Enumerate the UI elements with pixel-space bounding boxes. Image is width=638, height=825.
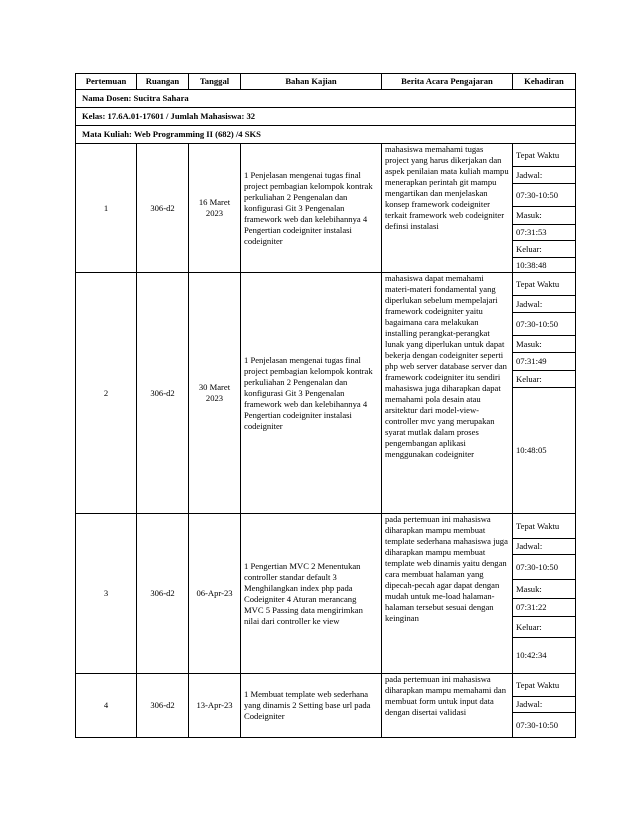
col-berita-acara: Berita Acara Pengajaran — [382, 74, 513, 90]
kehadiran-cell — [513, 144, 576, 273]
berita-text: mahasiswa dapat memahami materi-materi fondamental yang diperlukan sebelum mempelajari framework codeigniter yaitu bagaimana cara melakukan installing perangkat-perangkat lunak yang diperlukan untuk dapat bekerja dengan codeigniter seperti php web server database server dan framework codeigniter itu sendiri mahasiswa juga diharapkan dapat memahami pola desain atau arsitektur dari model-view-controller mvc yang merupakan syarat mutlak dalam proses pengembangan aplikasi menggunakan codeigniter — [385, 273, 507, 459]
jadwal-label: Jadwal: — [513, 539, 575, 555]
jadwal-label: Jadwal: — [513, 167, 575, 184]
table-row — [76, 514, 576, 674]
berita-cell — [382, 514, 513, 674]
attendance-table — [75, 73, 576, 738]
ruangan-cell: 306-d2 — [137, 514, 189, 674]
berita-text: mahasiswa memahami tugas project yang harus dikerjakan dan aspek penilaian mata kuliah mampu menerapkan perintah git mampu mengartikan dan menjelaskan konsep framework codeigniter terkait framework web codeigniter definsi instalasi — [385, 144, 509, 231]
col-bahan-kajian: Bahan Kajian — [241, 74, 382, 90]
keluar-value: 10:38:48 — [516, 259, 547, 270]
ruangan-cell: 306-d2 — [137, 674, 189, 738]
masuk-label: Masuk: — [513, 336, 575, 353]
keluar-value: 10:42:34 — [516, 650, 547, 660]
keluar-label: Keluar: — [513, 241, 575, 258]
table-row — [76, 144, 576, 273]
tanggal-cell: 30 Maret 2023 — [189, 273, 241, 514]
col-pertemuan: Pertemuan — [76, 74, 137, 90]
attendance-report — [75, 73, 575, 738]
jadwal-label: Jadwal: — [513, 697, 575, 713]
masuk-value: 07:31:49 — [513, 353, 575, 371]
bahan-cell: 1 Penjelasan mengenai tugas final project pembagian kelompok kontrak perkuliahan 2 Pengenalan dan konfigurasi Git 3 Pengenalan framework web dan kelebihannya 4 Pengertian codeigniter instalasi codeigniter — [241, 273, 382, 514]
ruangan-cell: 306-d2 — [137, 273, 189, 514]
column-header-row — [76, 74, 576, 90]
keluar-label: Keluar: — [513, 617, 575, 638]
pertemuan-cell: 1 — [76, 144, 137, 273]
tanggal-cell: 16 Maret 2023 — [189, 144, 241, 273]
table-row — [76, 273, 576, 514]
col-ruangan: Ruangan — [137, 74, 189, 90]
kehadiran-cell — [513, 514, 576, 674]
bahan-cell: 1 Penjelasan mengenai tugas final project pembagian kelompok kontrak perkuliahan 2 Pengenalan dan konfigurasi Git 3 Pengenalan framework web dan kelebihannya 4 Pengertian codeigniter instalasi codeigniter — [241, 144, 382, 273]
jadwal-value: 07:30-10:50 — [513, 313, 575, 336]
bahan-cell: 1 Membuat template web sederhana yang dinamis 2 Setting base url pada Codeigniter — [241, 674, 382, 738]
jadwal-value: 07:30-10:50 — [513, 184, 575, 207]
berita-cell — [382, 144, 513, 273]
kelas-info: Kelas: 17.6A.01-17601 / Jumlah Mahasiswa: 32 — [76, 108, 576, 126]
jadwal-label: Jadwal: — [513, 296, 575, 313]
keluar-label: Keluar: — [513, 371, 575, 388]
berita-cell — [382, 273, 513, 514]
matkul-info: Mata Kuliah: Web Programming II (682) /4 SKS — [76, 126, 576, 144]
jadwal-value: 07:30-10:50 — [516, 719, 559, 730]
berita-text: pada pertemuan ini mahasiswa diharapkan mampu memahami dan membuat form untuk input data dengan disertai validasi — [385, 674, 506, 717]
tanggal-cell: 13-Apr-23 — [189, 674, 241, 738]
col-kehadiran: Kehadiran — [513, 74, 576, 90]
col-tanggal: Tanggal — [189, 74, 241, 90]
pertemuan-cell: 4 — [76, 674, 137, 738]
status-badge: Tepat Waktu — [513, 273, 575, 296]
jadwal-value: 07:30-10:50 — [513, 555, 575, 580]
keluar-value: 10:48:05 — [516, 445, 547, 455]
pertemuan-cell: 2 — [76, 273, 137, 514]
berita-text: pada pertemuan ini mahasiswa diharapkan mampu membuat template sederhana mahasiswa juga diharapkan mampu membuat template web dinamis yaitu dengan cara membuat halaman yang dipecah-pecah agar dapat dengan mudah untuk me-load halaman-halaman tersebut sesuai dengan keinginan — [385, 514, 508, 623]
masuk-label: Masuk: — [513, 207, 575, 225]
ruangan-cell: 306-d2 — [137, 144, 189, 273]
kehadiran-cell — [513, 273, 576, 514]
table-row — [76, 674, 576, 738]
masuk-value: 07:31:22 — [513, 599, 575, 617]
kehadiran-cell — [513, 674, 576, 738]
status-badge: Tepat Waktu — [513, 674, 575, 697]
status-badge: Tepat Waktu — [513, 514, 575, 539]
masuk-label: Masuk: — [513, 580, 575, 599]
tanggal-cell: 06-Apr-23 — [189, 514, 241, 674]
berita-cell — [382, 674, 513, 738]
status-badge: Tepat Waktu — [513, 144, 575, 167]
masuk-value: 07:31:53 — [513, 225, 575, 241]
pertemuan-cell: 3 — [76, 514, 137, 674]
bahan-cell: 1 Pengertian MVC 2 Menentukan controller standar default 3 Menghilangkan index php pada Codeigniter 4 Aturan merancang MVC 5 Passing data mengirimkan nilai dari controller ke view — [241, 514, 382, 674]
dosen-info: Nama Dosen: Sucitra Sahara — [76, 90, 576, 108]
